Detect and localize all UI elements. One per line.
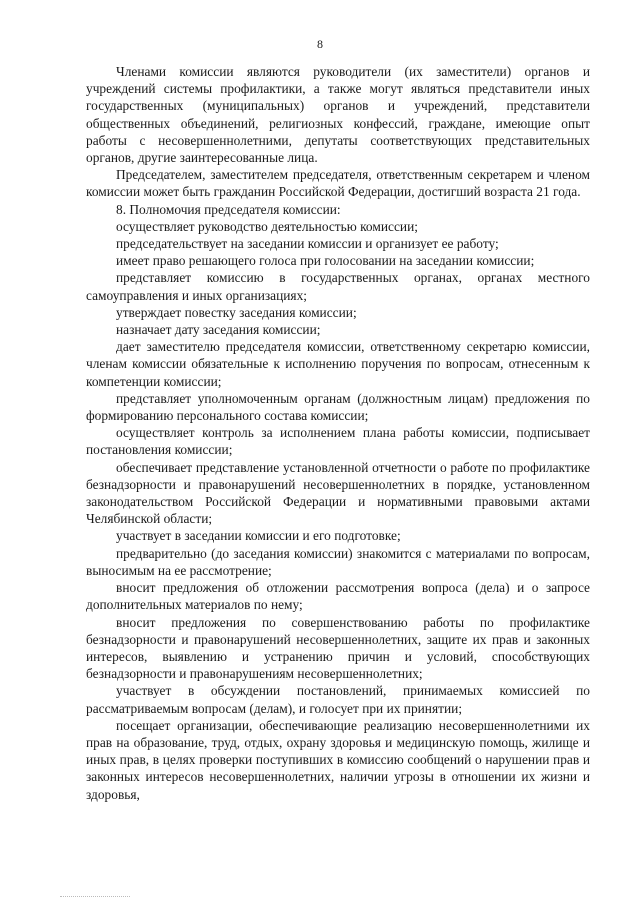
document-body — [86, 63, 590, 803]
list-item: представляет комиссию в государственных органах, органах местного самоуправления и иных организациях; — [86, 270, 590, 303]
list-item: предварительно (до заседания комиссии) знакомится с материалами по вопросам, выносимым на ее рассмотрение; — [86, 545, 590, 578]
list-item: дает заместителю председателя комиссии, ответственному секретарю комиссии, членам комиссии обязательные к исполнению поручения по вопросам, отнесенным к компетенции комиссии; — [86, 339, 590, 389]
list-item: назначает дату заседания комиссии; — [116, 322, 321, 338]
paragraph-commission-members: Членами комиссии являются руководители (их заместители) органов и учреждений системы профилактики, а также могут являться представители иных государственных (муниципальных) органов и учреждений, представители общественных объединений, религиозных конфессий, граждане, имеющие опыт работы с несовершеннолетними, депутаты соответствующих представительных органов, другие заинтересованные лица. — [86, 64, 590, 166]
list-item: вносит предложения об отложении рассмотрения вопроса (дела) и о запросе дополнительных материалов по нему; — [86, 580, 590, 613]
list-item: участвует в обсуждении постановлений, принимаемых комиссией по рассматриваемым вопросам (делам), и голосует при их принятии; — [86, 683, 590, 716]
list-item: представляет уполномоченным органам (должностным лицам) предложения по формированию персонального состава комиссии; — [86, 390, 590, 424]
scan-edge-mark — [60, 896, 130, 897]
list-item: председательствует на заседании комиссии и организует ее работу; — [116, 236, 499, 252]
list-item: осуществляет руководство деятельностью комиссии; — [116, 218, 418, 234]
paragraph-chair-eligibility: Председателем, заместителем председателя, ответственным секретарем и членом комиссии может быть гражданин Российской Федерации, достигший возраста 21 года. — [86, 167, 590, 200]
list-item: утверждает повестку заседания комиссии; — [116, 304, 357, 320]
list-item: посещает организации, обеспечивающие реализацию несовершеннолетними их прав на образование, труд, отдых, охрану здоровья и медицинскую помощь, жилище и иных прав, в целях проверки поступивших в комиссию сообщений о нарушении прав и законных интересов несовершеннолетних, наличии угрозы в отношении их жизни и здоровья, — [86, 717, 590, 802]
section-heading-chair-powers: 8. Полномочия председателя комиссии: — [116, 201, 341, 217]
list-item: имеет право решающего голоса при голосовании на заседании комиссии; — [116, 253, 535, 269]
list-item: обеспечивает представление установленной отчетности о работе по профилактике безнадзорности и правонарушений несовершеннолетних в порядке, установленном законодательством Российской Федерации и нормативными правовыми актами Челябинской области; — [86, 459, 590, 527]
list-item: вносит предложения по совершенствованию работы по профилактике безнадзорности и правонарушений несовершеннолетних, защите их прав и законных интересов, выявлению и устранению причин и условий, способствующих безнадзорности и правонарушениям несовершеннолетних; — [86, 614, 590, 682]
list-item: осуществляет контроль за исполнением плана работы комиссии, подписывает постановления комиссии; — [86, 425, 590, 458]
list-item: участвует в заседании комиссии и его подготовке; — [116, 528, 401, 544]
page-number: 8 — [317, 37, 323, 51]
